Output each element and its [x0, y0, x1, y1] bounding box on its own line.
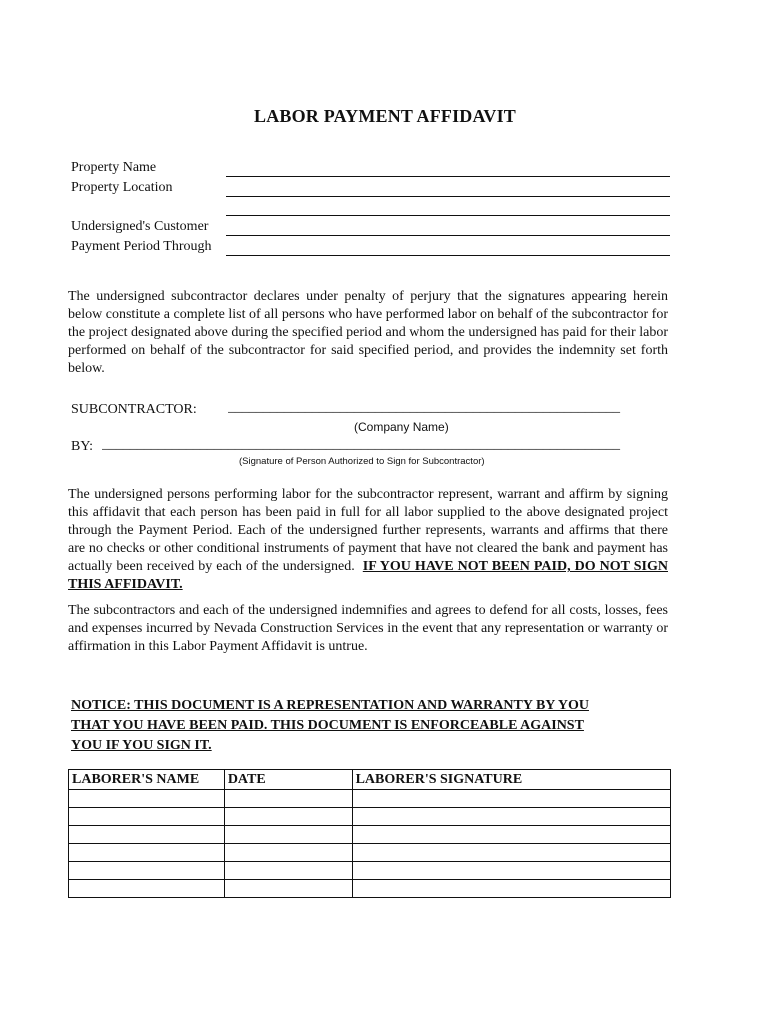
- table-row: [69, 826, 671, 844]
- table-row: [69, 862, 671, 880]
- date-cell[interactable]: [224, 808, 352, 826]
- date-cell[interactable]: [224, 862, 352, 880]
- property-name-label: Property Name: [71, 160, 157, 175]
- signature-cell[interactable]: [352, 790, 670, 808]
- laborer-table: [68, 769, 671, 898]
- document-title: LABOR PAYMENT AFFIDAVIT: [254, 106, 516, 126]
- date-cell[interactable]: [224, 826, 352, 844]
- company-name-caption: (Company Name): [354, 420, 449, 434]
- notice-block: [71, 696, 671, 756]
- subcontractor-label: SUBCONTRACTOR:: [71, 402, 197, 417]
- laborer-name-cell[interactable]: [69, 790, 225, 808]
- customer-label: Undersigned's Customer: [71, 219, 209, 234]
- representation-paragraph: [68, 486, 668, 594]
- date-cell[interactable]: [224, 844, 352, 862]
- customer-line[interactable]: [226, 235, 670, 236]
- table-row: [69, 808, 671, 826]
- table-header-row: [69, 770, 671, 790]
- signature-cell[interactable]: [352, 826, 670, 844]
- table-row: [69, 790, 671, 808]
- signature-cell[interactable]: [352, 880, 670, 898]
- laborer-signature-header: LABORER'S SIGNATURE: [352, 770, 670, 790]
- property-location-label: Property Location: [71, 180, 173, 195]
- blank-line[interactable]: [226, 215, 670, 216]
- laborer-name-cell[interactable]: [69, 844, 225, 862]
- property-name-line[interactable]: [226, 176, 670, 177]
- property-location-line[interactable]: [226, 196, 670, 197]
- laborer-name-header: LABORER'S NAME: [69, 770, 225, 790]
- laborer-name-cell[interactable]: [69, 808, 225, 826]
- payment-period-label: Payment Period Through: [71, 239, 212, 254]
- laborer-name-cell[interactable]: [69, 862, 225, 880]
- signature-cell[interactable]: [352, 808, 670, 826]
- notice-line-2: THAT YOU HAVE BEEN PAID. THIS DOCUMENT IS ENFORCEABLE AGAINST: [71, 718, 584, 733]
- date-header: DATE: [224, 770, 352, 790]
- representation-text: The undersigned persons performing labor for the subcontractor represent, warrant and affirm by signing this affidavit that each person has been paid in full for all labor supplied to the above designated project through the Payment Period. Each of the undersigned further represents, warrants and affirms that there are no checks or other conditional instruments of payment that have not cleared the bank and payment has actually been received by each of the undersigned.: [68, 487, 668, 574]
- table-row: [69, 844, 671, 862]
- notice-line-3: YOU IF YOU SIGN IT.: [71, 738, 212, 753]
- notice-line-1: NOTICE: THIS DOCUMENT IS A REPRESENTATION AND WARRANTY BY YOU: [71, 698, 589, 713]
- declaration-paragraph: The undersigned subcontractor declares under penalty of perjury that the signatures appearing herein below constitute a complete list of all persons who have performed labor on behalf of the subcontractor for the project designated above during the specified period and whom the undersigned has paid for their labor performed on behalf of the subcontractor for said specified period, and provides the indemnity set forth below.: [68, 289, 668, 376]
- subcontractor-line[interactable]: ________________________________________________________: [228, 400, 620, 415]
- signature-cell[interactable]: [352, 862, 670, 880]
- laborer-name-cell[interactable]: [69, 880, 225, 898]
- by-signature-line[interactable]: __________________________________________________________________________: [102, 437, 620, 452]
- payment-period-line[interactable]: [226, 255, 670, 256]
- laborer-name-cell[interactable]: [69, 826, 225, 844]
- date-cell[interactable]: [224, 790, 352, 808]
- date-cell[interactable]: [224, 880, 352, 898]
- indemnity-paragraph: The subcontractors and each of the undersigned indemnifies and agrees to defend for all costs, losses, fees and expenses incurred by Nevada Construction Services in the event that any representation or warranty or affirmation in this Labor Payment Affidavit is untrue.: [68, 603, 668, 654]
- by-label: BY:: [71, 439, 94, 454]
- signature-cell[interactable]: [352, 844, 670, 862]
- warning-text: IF YOU HAVE NOT BEEN PAID, DO NOT SIGN THIS AFFIDAVIT.: [68, 559, 668, 592]
- table-row: [69, 880, 671, 898]
- signature-caption: (Signature of Person Authorized to Sign for Subcontractor): [239, 456, 485, 467]
